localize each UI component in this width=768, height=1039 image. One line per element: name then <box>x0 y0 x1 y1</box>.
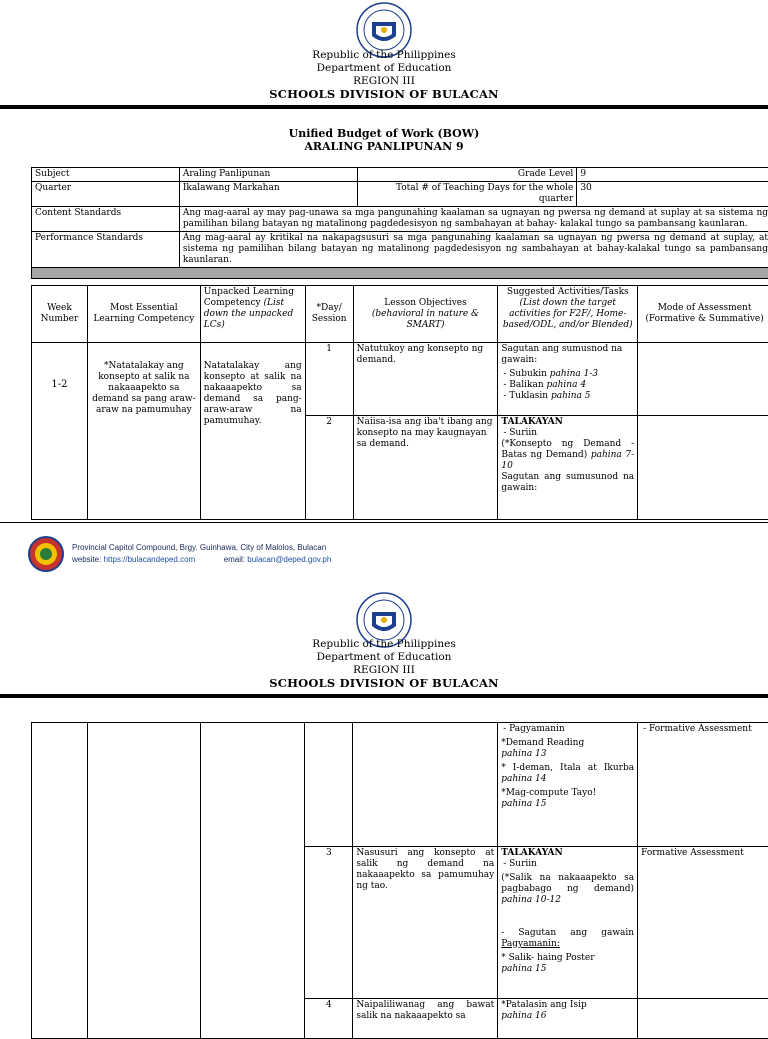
objective-cell: Natutukoy ang konsepto ng demand. <box>353 343 498 416</box>
header-division: SCHOOLS DIVISION OF BULACAN <box>0 88 768 101</box>
header-region: REGION III <box>0 664 768 677</box>
days-label: Total # of Teaching Days for the whole quarter <box>357 182 577 207</box>
day-cell: 3 <box>305 847 353 999</box>
gray-separator <box>32 268 768 279</box>
unpacked-cell: Natatalakay ang konsepto at salik na nakaaapekto sa demand sa pang-araw-araw na pamumuhay. <box>200 343 305 520</box>
content-standards-row <box>32 207 768 232</box>
header-rule <box>0 694 768 698</box>
col-day: *Day/ Session <box>305 286 353 343</box>
website-link[interactable]: https://bulacandeped.com <box>104 555 196 564</box>
col-mode: Mode of Assessment (Formative & Summative) <box>638 286 768 343</box>
col-activities: Suggested Activities/Tasks (List down the target activities for F2F/, Home-based/ODL, and/or Blended) <box>498 286 638 343</box>
header-republic: Republic of the Philippines <box>0 49 768 62</box>
day-cell: 4 <box>305 999 353 1039</box>
mode-cell <box>638 343 768 416</box>
header-republic: Republic of the Philippines <box>0 638 768 651</box>
col-objectives: Lesson Objectives (behavioral in nature & SMART) <box>353 286 498 343</box>
col-unpacked: Unpacked Learning Competency (List down the unpacked LCs) <box>200 286 305 343</box>
quarter-value: Ikalawang Markahan <box>179 182 357 207</box>
day-cell: 1 <box>305 343 353 416</box>
doc-subtitle: ARALING PANLIPUNAN 9 <box>0 140 768 154</box>
perf-value: Ang mag-aaral ay kritikal na nakapagsusuri sa mga pangunahing kaalaman sa ugnayan ng pwersa ng demand at suplay, at sistema ng pamilihan bilang batayan ng matalinong pagdedesisyon ng sambahayan at bahay-kalakal tungo sa pambansang kaunlaran. <box>179 232 768 268</box>
subject-value: Araling Panlipunan <box>179 168 357 182</box>
list-item: - Formative Assessment <box>653 724 768 735</box>
mode-cell <box>638 723 768 847</box>
table-row <box>32 343 768 416</box>
perf-label: Performance Standards <box>32 232 180 268</box>
day-cell: 2 <box>305 416 353 520</box>
list-item: - Suriin <box>513 428 634 439</box>
quarter-label: Quarter <box>32 182 180 207</box>
info-table <box>31 167 768 279</box>
grade-label: Grade Level <box>357 168 577 182</box>
footer-contacts: website: https://bulacandeped.com email: bulacan@deped.gov.ph <box>72 554 331 566</box>
col-melc: Most Essential Learning Competency <box>87 286 200 343</box>
table-row <box>32 723 768 847</box>
footer-rule <box>0 522 768 523</box>
subject-label: Subject <box>32 168 180 182</box>
quarter-row <box>32 182 768 207</box>
bow-table <box>31 285 768 520</box>
mode-cell <box>638 999 768 1039</box>
days-value: 30 <box>577 182 768 207</box>
objective-cell: Naipaliliwanag ang bawat salik na nakaaapekto sa <box>353 999 498 1039</box>
content-value: Ang mag-aaral ay may pag-unawa sa mga pangunahing kaalaman sa ugnayan ng pwersa ng demand at suplay at sa sistema ng pamilihan bilang batayan ng matalinong pagdedesisyon ng sambahayan at bahay- kalakal tungo sa pambansang kaunlaran. <box>179 207 768 232</box>
col-week: Week Number <box>32 286 88 343</box>
list-item: - Balikan pahina 4 <box>513 380 634 391</box>
list-item: - Tuklasin pahina 5 <box>513 391 634 402</box>
header-department: Department of Education <box>0 62 768 75</box>
header-department: Department of Education <box>0 651 768 664</box>
content-label: Content Standards <box>32 207 180 232</box>
subject-row <box>32 168 768 182</box>
list-item: - Subukin pahina 1-3 <box>513 369 634 380</box>
column-header-row <box>32 286 768 343</box>
mode-cell: Formative Assessment <box>638 847 768 999</box>
list-item: - Pagyamanin <box>513 724 634 735</box>
activity-cell: TALAKAYAN - Suriin (*Konsepto ng Demand - Batas ng Demand) pahina 7-10 Sagutan ang sumusunod na gawain: <box>498 416 638 520</box>
footer-address: Provincial Capitol Compound, Brgy. Guinhawa, City of Malolos, Bulacan <box>72 542 326 554</box>
objective-cell: Naiisa-isa ang iba't ibang ang konsepto na may kaugnayan sa demand. <box>353 416 498 520</box>
doc-title: Unified Budget of Work (BOW) <box>0 127 768 141</box>
email-link[interactable]: bulacan@deped.gov.ph <box>247 555 331 564</box>
header-division: SCHOOLS DIVISION OF BULACAN <box>0 677 768 690</box>
week-cell: 1-2 <box>32 343 88 520</box>
list-item: - Suriin <box>513 859 634 870</box>
activity-cell: - Pagyamanin *Demand Reading pahina 13 * I-deman, Itala at Ikurba pahina 14 *Mag-compute Tayo! pahina 15 <box>498 723 638 847</box>
page-2 <box>0 586 768 1024</box>
mode-cell <box>638 416 768 520</box>
bulacan-logo-icon <box>28 536 64 572</box>
melc-cell: *Natatalakay ang konsepto at salik na nakaaapekto sa demand sa pang araw-araw na pamumuhay <box>87 343 200 520</box>
grade-value: 9 <box>577 168 768 182</box>
bow-table-continued <box>31 722 768 1039</box>
header-region: REGION III <box>0 75 768 88</box>
objective-cell: Nasusuri ang konsepto at salik ng demand na nakaaapekto sa pamumuhay ng tao. <box>353 847 498 999</box>
header-rule <box>0 105 768 109</box>
activity-cell: *Patalasin ang Isip pahina 16 <box>498 999 638 1039</box>
activity-cell: TALAKAYAN - Suriin (*Salik na nakaaapekto sa pagbabago ng demand) pahina 10-12 - Sagutan ang gawain Pagyamanin: * Salik- haing Poster pahina 15 <box>498 847 638 999</box>
activity-cell: Sagutan ang sumusnod na gawain: - Subukin pahina 1-3 - Balikan pahina 4 - Tuklasin pahina 5 <box>498 343 638 416</box>
performance-standards-row <box>32 232 768 268</box>
